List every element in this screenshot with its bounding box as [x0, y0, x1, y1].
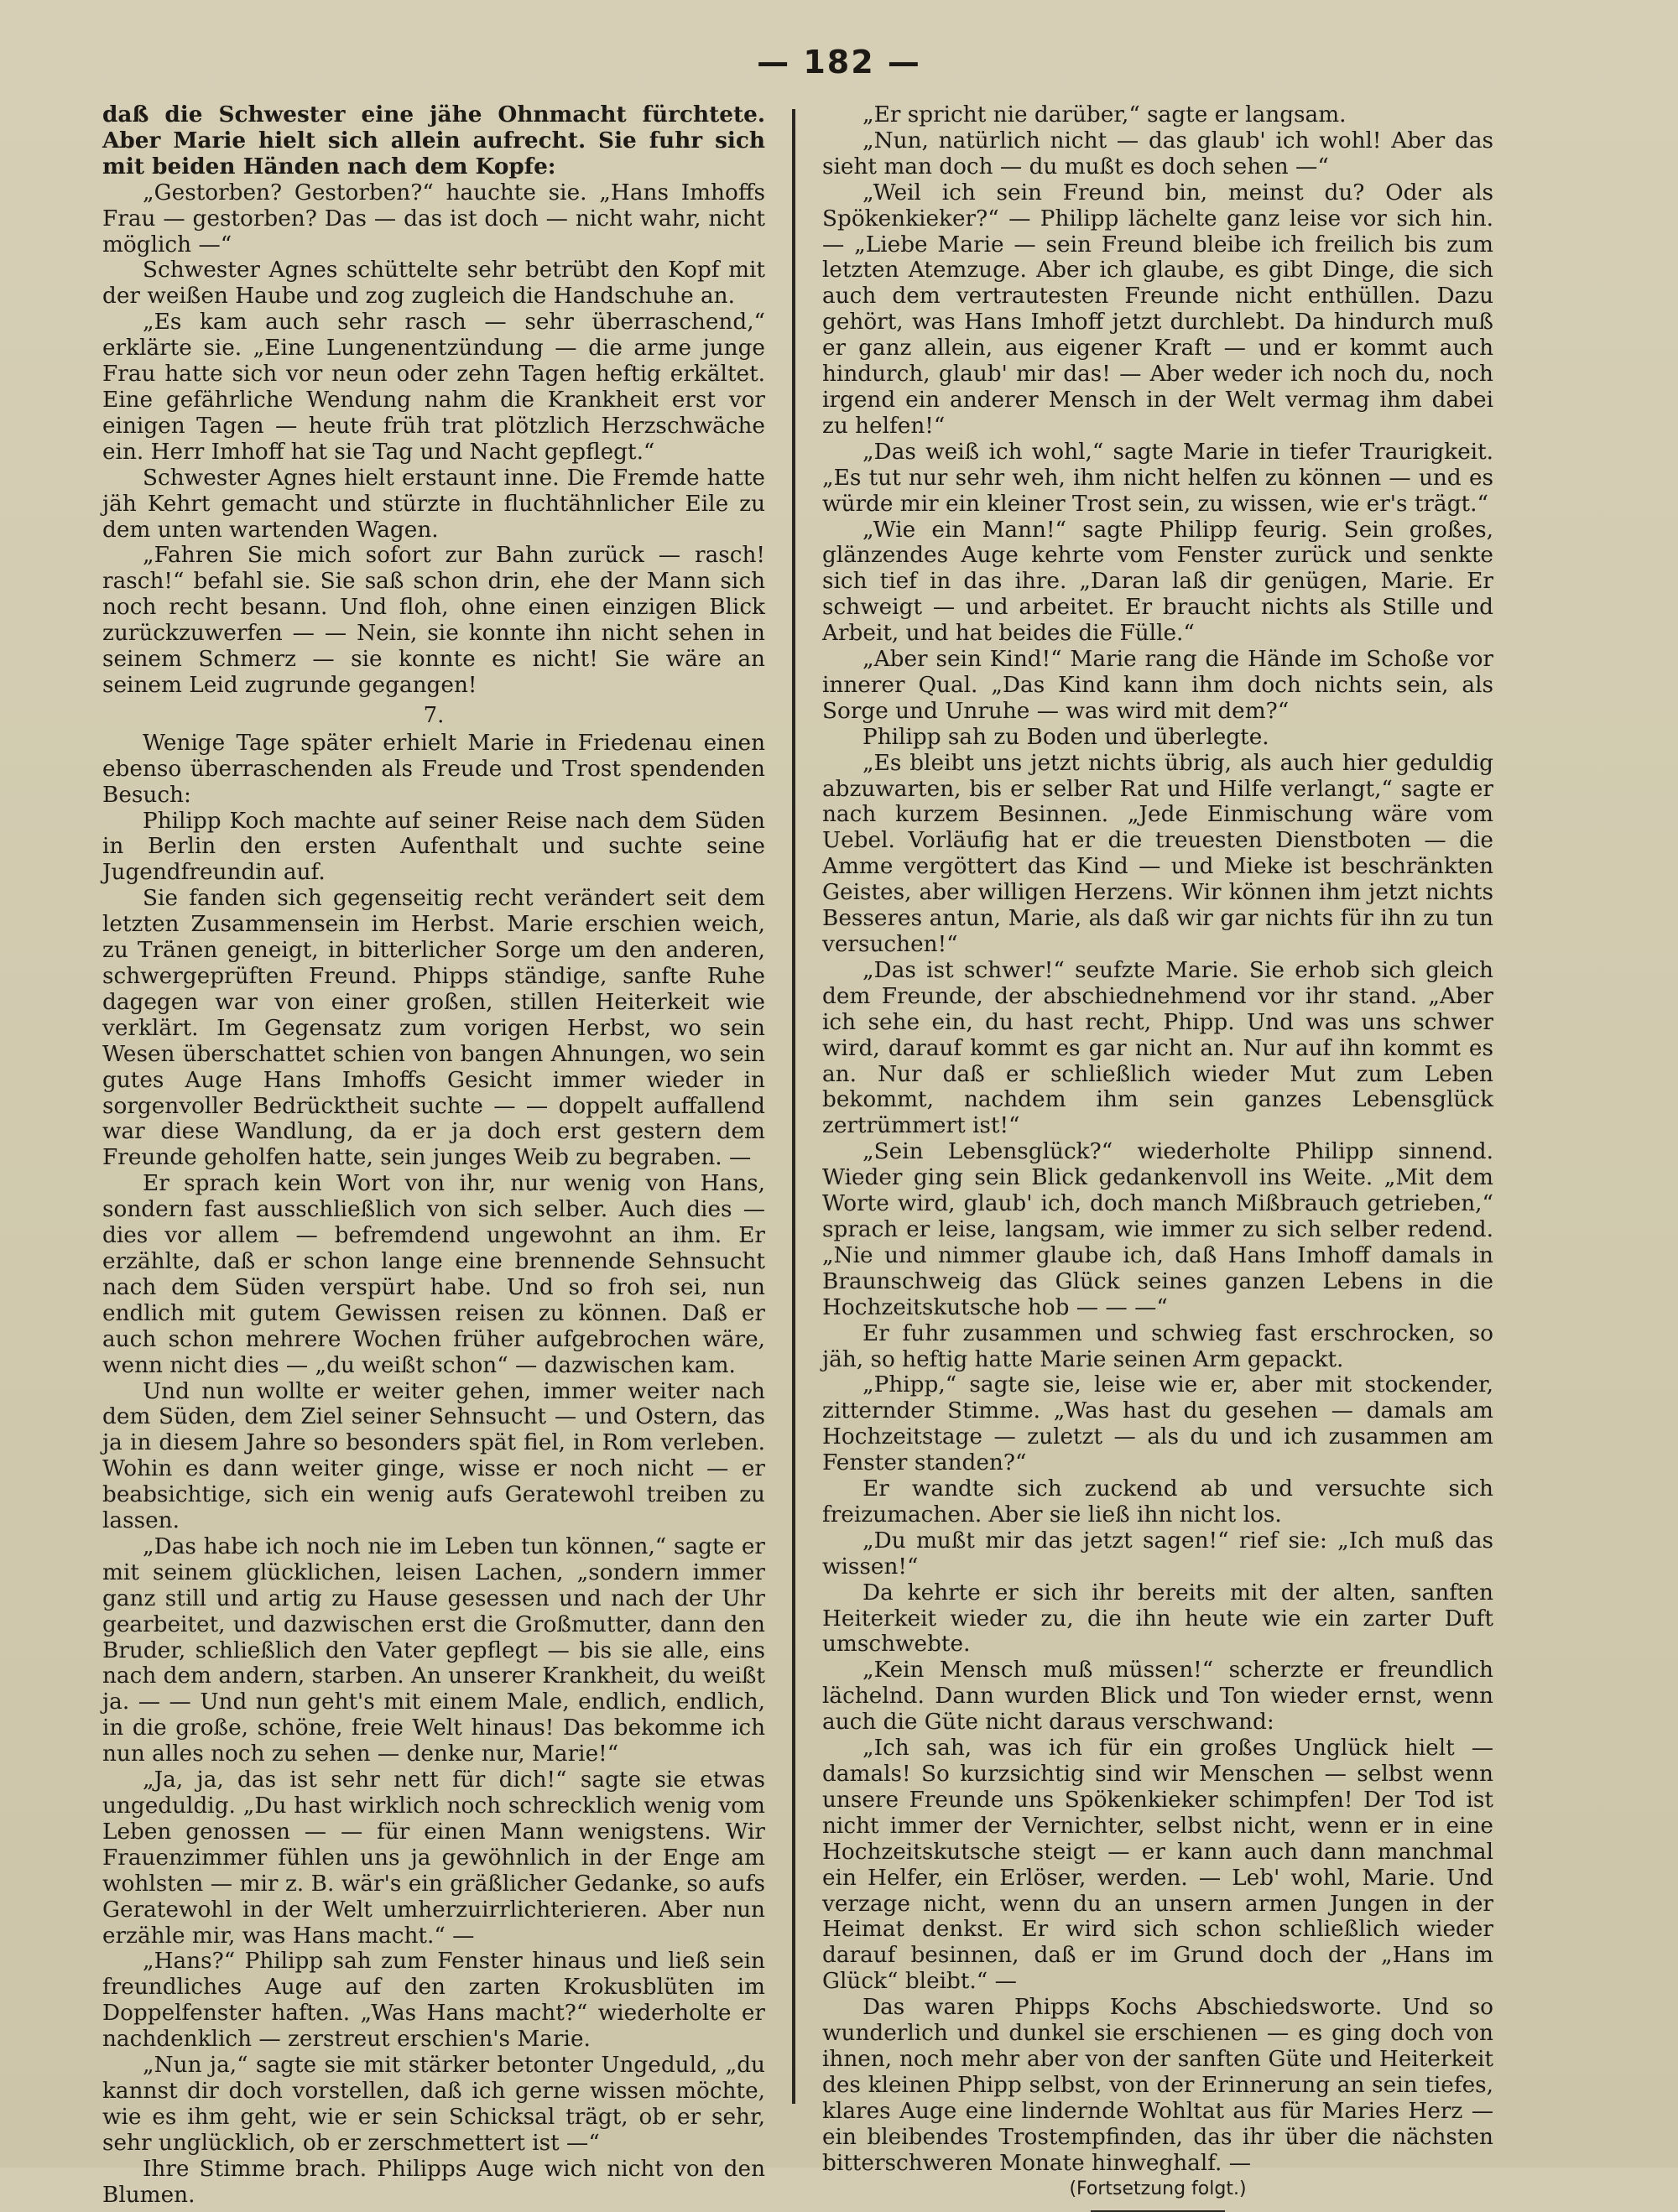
- page-number: — 182 —: [757, 44, 921, 81]
- paragraph: Schwester Agnes schüttelte sehr betrübt den Kopf mit der weißen Haube und zog zugleich die Handschuhe an.: [102, 258, 765, 310]
- paragraph: daß die Schwester eine jähe Ohnmacht fürchtete. Aber Marie hielt sich allein aufrecht. Sie fuhr sich mit beiden Händen nach dem Kopfe:: [102, 101, 765, 180]
- paragraph: Philipp sah zu Boden und überlegte.: [862, 724, 1269, 750]
- paragraph: „Das weiß ich wohl,“ sagte Marie in tiefer Traurigkeit. „Es tut nur sehr weh, ihm nicht helfen zu können — und es würde mir ein kleiner Trost sein, zu wissen, wie er's trägt.“: [822, 439, 1493, 517]
- paragraph: „Nun, natürlich nicht — das glaub' ich wohl! Aber das sieht man doch — du mußt es doch sehen —“: [822, 128, 1493, 180]
- paragraph: Und nun wollte er weiter gehen, immer weiter nach dem Süden, dem Ziel seiner Sehnsucht — und Ostern, das ja in diesem Jahre so besonders spät fiel, in Rom verleben. Wohin es dann weiter ginge, wisse er noch nicht — er beabsichtige, sich ein wenig aufs Geratewohl treiben zu lassen.: [102, 1378, 765, 1534]
- paragraph: Da kehrte er sich ihr bereits mit der alten, sanften Heiterkeit wieder zu, die ihn heute wie ein zarter Duft umschwebte.: [822, 1580, 1493, 1658]
- column-divider: [792, 109, 795, 2104]
- paragraph: „Gestorben? Gestorben?“ hauchte sie. „Hans Imhoffs Frau — gestorben? Das — das ist doch — nicht wahr, nicht möglich —“: [102, 180, 765, 258]
- paragraph: „Weil ich sein Freund bin, meinst du? Oder als Spökenkieker?“ — Philipp lächelte ganz leise vor sich hin. — „Liebe Marie — sein Freund bleibe ich freilich bis zum letzten Atemzuge. Aber ich glaube, es gibt Dinge, die sich auch dem vertrautesten Freunde nicht enthüllen. Dazu gehört, was Hans Imhoff jetzt durchlebt. Da hindurch muß er ganz allein, aus eigener Kraft — und er kommt auch hindurch, glaub' mir das! — Aber weder ich noch du, noch irgend ein anderer Mensch in der Welt vermag ihm dabei zu helfen!“: [822, 180, 1493, 439]
- paragraph: Ihre Stimme brach. Philipps Auge wich nicht von den Blumen.: [102, 2156, 765, 2208]
- chapter-number: 7.: [423, 702, 445, 728]
- paragraph: Er wandte sich zuckend ab und versuchte sich freizumachen. Aber sie ließ ihn nicht los.: [822, 1476, 1493, 1528]
- continuation-note: (Fortsetzung folgt.): [1069, 2178, 1247, 2199]
- paragraph: Sie fanden sich gegenseitig recht verändert seit dem letzten Zusammensein im Herbst. Marie erschien weich, zu Tränen geneigt, in bitterlicher Sorge um den anderen, schwergeprüften Freund. Phipps ständige, sanfte Ruhe dagegen war von einer großen, stillen Heiterkeit wie verklärt. Im Gegensatz zum vorigen Herbst, wo sein Wesen überschattet schien von bangen Ahnungen, wo sein gutes Auge Hans Imhoffs Gesicht immer wieder in sorgenvoller Bedrücktheit suchte — — doppelt auffallend war diese Wandlung, da er ja doch erst gestern dem Freunde geholfen hatte, sein junges Weib zu begraben. —: [102, 886, 765, 1171]
- paragraph: „Phipp,“ sagte sie, leise wie er, aber mit stockender, zitternder Stimme. „Was hast du gesehen — damals am Hochzeitstage — zuletzt — als du und ich zusammen am Fenster standen?“: [822, 1372, 1493, 1476]
- paragraph: „Hans?“ Philipp sah zum Fenster hinaus und ließ sein freundliches Auge auf den zarten Krokusblüten im Doppelfenster haften. „Was Hans macht?“ wiederholte er nachdenklich — zerstreut erschien's Marie.: [102, 1949, 765, 2053]
- left-column: [102, 102, 765, 2209]
- paragraph: „Du mußt mir das jetzt sagen!“ rief sie: „Ich muß das wissen!“: [822, 1528, 1493, 1580]
- paragraph: Er sprach kein Wort von ihr, nur wenig von Hans, sondern fast ausschließlich von sich selber. Auch dies — dies vor allem — befremdend ungewohnt an ihm. Er erzählte, daß er schon lange eine brennende Sehnsucht nach dem Süden verspürt habe. Und so froh sei, nun endlich mit gutem Gewissen reisen zu können. Daß er auch schon mehrere Wochen früher aufgebrochen wäre, wenn nicht dies — „du weißt schon“ — dazwischen kam.: [102, 1171, 765, 1378]
- paragraph: „Wie ein Mann!“ sagte Philipp feurig. Sein großes, glänzendes Auge kehrte vom Fenster zurück und senkte sich tief in das ihre. „Daran laß dir genügen, Marie. Er schweigt — und arbeitet. Er braucht nichts als Stille und Arbeit, und hat beides die Fülle.“: [822, 517, 1493, 647]
- paragraph: „Ja, ja, das ist sehr nett für dich!“ sagte sie etwas ungeduldig. „Du hast wirklich noch schrecklich wenig vom Leben genossen — — für einen Mann wenigstens. Wir Frauenzimmer fühlen uns ja gewöhnlich in der Enge am wohlsten — mir z. B. wär's ein gräßlicher Gedanke, so aufs Geratewohl in der Welt umherzuirrlichterieren. Aber nun erzähle mir, was Hans macht.“ —: [102, 1767, 765, 1949]
- paragraph: „Er spricht nie darüber,“ sagte er langsam.: [862, 102, 1347, 128]
- paragraph: Das waren Phipps Kochs Abschiedsworte. Und so wunderlich und dunkel sie erschienen — es ging doch von ihnen, noch mehr aber von der sanften Güte und Heiterkeit des kleinen Phipp selbst, von der Erinnerung an sein tiefes, klares Auge eine lindernde Wohltat aus für Maries Herz — ein bleibendes Trostempfinden, das ihr über die nächsten bitterschweren Monate hinweghalf. —: [822, 1995, 1493, 2176]
- paragraph: Philipp Koch machte auf seiner Reise nach dem Süden in Berlin den ersten Aufenthalt und suchte seine Jugendfreundin auf.: [102, 808, 765, 886]
- paragraph: „Kein Mensch muß müssen!“ scherzte er freundlich lächelnd. Dann wurden Blick und Ton wieder ernst, wenn auch die Güte nicht daraus verschwand:: [822, 1658, 1493, 1736]
- paragraph: „Ich sah, was ich für ein großes Unglück hielt — damals! So kurzsichtig sind wir Menschen — selbst wenn unsere Freunde uns Spökenkieker schimpfen! Der Tod ist nicht immer der Vernichter, selbst nicht, wenn er in eine Hochzeitskutsche steigt — er kann auch dann manchmal ein Helfer, ein Erlöser, werden. — Leb' wohl, Marie. Und verzage nicht, wenn du an unsern armen Jungen in der Heimat denkst. Er wird sich schon schließlich wieder darauf besinnen, daß er im Grund doch der „Hans im Glück“ bleibt.“ —: [822, 1736, 1493, 1995]
- paragraph: „Es bleibt uns jetzt nichts übrig, als auch hier geduldig abzuwarten, bis er selber Rat und Hilfe verlangt,“ sagte er nach kurzem Besinnen. „Jede Einmischung wäre vom Uebel. Vorläufig hat er die treuesten Dienstboten — die Amme vergöttert das Kind — und Mieke ist beschränkten Geistes, aber willigen Herzens. Wir können ihm jetzt nichts Besseres antun, Marie, als daß wir gar nichts für ihn zu tun versuchen!“: [822, 750, 1493, 957]
- paragraph: „Sein Lebensglück?“ wiederholte Philipp sinnend. Wieder ging sein Blick gedankenvoll ins Weite. „Mit dem Worte wird, glaub' ich, doch manch Mißbrauch getrieben,“ sprach er leise, langsam, wie immer zu sich selber redend. „Nie und nimmer glaube ich, daß Hans Imhoff damals in Braunschweig das Glück seines ganzen Lebens in die Hochzeitskutsche hob — — —“: [822, 1139, 1493, 1320]
- paragraph: Er fuhr zusammen und schwieg fast erschrocken, so jäh, so heftig hatte Marie seinen Arm gepackt.: [822, 1320, 1493, 1372]
- paragraph: Wenige Tage später erhielt Marie in Friedenau einen ebenso überraschenden als Freude und Trost spendenden Besuch:: [102, 730, 765, 808]
- paragraph: „Das habe ich noch nie im Leben tun können,“ sagte er mit seinem glücklichen, leisen Lachen, „sondern immer ganz still und artig zu Hause gesessen und nach der Uhr gearbeitet, und dazwischen erst die Großmutter, dann den Bruder, schließlich den Vater gepflegt — bis sie alle, eins nach dem andern, starben. An unserer Krankheit, du weißt ja. — — Und nun geht's mit einem Male, endlich, endlich, in die große, schöne, freie Welt hinaus! Das bekomme ich nun alles noch zu sehen — denke nur, Marie!“: [102, 1533, 765, 1767]
- paragraph: Schwester Agnes hielt erstaunt inne. Die Fremde hatte jäh Kehrt gemacht und stürzte in fluchtähnlicher Eile zu dem unten wartenden Wagen.: [102, 465, 765, 543]
- paragraph: „Es kam auch sehr rasch — sehr überraschend,“ erklärte sie. „Eine Lungenentzündung — die arme junge Frau hatte sich vor neun oder zehn Tagen heftig erkältet. Eine gefährliche Wendung nahm die Krankheit erst vor einigen Tagen — heute früh trat plötzlich Herzschwäche ein. Herr Imhoff hat sie Tag und Nacht gepflegt.“: [102, 310, 765, 465]
- paragraph: „Nun ja,“ sagte sie mit stärker betonter Ungeduld, „du kannst dir doch vorstellen, daß ich gerne wissen möchte, wie es ihm geht, wie er sein Schicksal trägt, ob er sehr, sehr unglücklich, ob er zerschmettert ist —“: [102, 2053, 765, 2156]
- paragraph: „Fahren Sie mich sofort zur Bahn zurück — rasch! rasch!“ befahl sie. Sie saß schon drin, ehe der Mann sich noch recht besann. Und floh, ohne einen einzigen Blick zurückzuwerfen — — Nein, sie konnte ihn nicht sehen in seinem Schmerz — sie konnte es nicht! Sie wäre an seinem Leid zugrunde gegangen!: [102, 543, 765, 698]
- paragraph: „Das ist schwer!“ seufzte Marie. Sie erhob sich gleich dem Freunde, der abschiednehmend vor ihr stand. „Aber ich sehe ein, du hast recht, Phipp. Und was uns schwer wird, darauf kommt es gar nicht an. Nur auf ihn kommt es an. Nur daß er schließlich wieder Mut zum Leben bekommt, nachdem ihm sein ganzes Lebensglück zertrümmert ist!“: [822, 957, 1493, 1139]
- right-column: [822, 102, 1493, 2212]
- paragraph: „Aber sein Kind!“ Marie rang die Hände im Schoße vor innerer Qual. „Das Kind kann ihm doch nichts sein, als Sorge und Unruhe — was wird mit dem?“: [822, 647, 1493, 724]
